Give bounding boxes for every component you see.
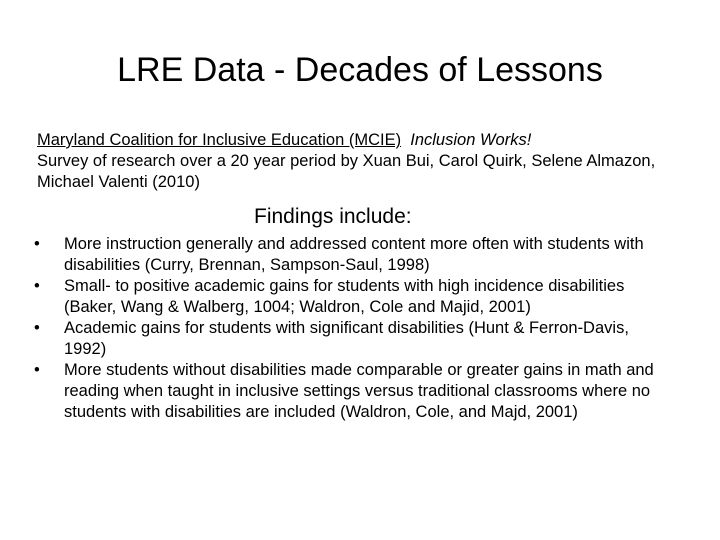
bullet-icon: • [34, 235, 40, 253]
list-item [34, 360, 674, 423]
slide-title: LRE Data - Decades of Lessons [117, 51, 603, 89]
bullet-icon: • [34, 277, 40, 295]
finding-text: More students without disabilities made comparable or greater gains in math and reading when taught in inclusive settings versus traditional classrooms where no students with disabilities are included (Waldron, Cole, and Majd, 2001) [64, 361, 654, 421]
finding-text: More instruction generally and addressed content more often with students with disabilities (Curry, Brennan, Sampson-Saul, 1998) [64, 235, 644, 274]
source-tagline: Inclusion Works! [410, 131, 532, 149]
finding-text: Small- to positive academic gains for students with high incidence disabilities (Baker, Wang & Walberg, 1004; Waldron, Cole and Majid, 2001) [64, 277, 625, 316]
list-item [34, 276, 674, 318]
bullet-icon: • [34, 319, 40, 337]
list-item [34, 318, 674, 360]
source-link[interactable]: Maryland Coalition for Inclusive Education (MCIE) [37, 131, 402, 149]
list-item [34, 234, 674, 276]
findings-heading: Findings include: [254, 205, 412, 228]
finding-text: Academic gains for students with significant disabilities (Hunt & Ferron-Davis, 1992) [64, 319, 629, 358]
findings-list [34, 234, 674, 423]
intro-description: Survey of research over a 20 year period by Xuan Bui, Carol Quirk, Selene Almazon, Michael Valenti (2010) [37, 152, 656, 191]
bullet-icon: • [34, 361, 40, 379]
intro-paragraph [37, 130, 697, 193]
